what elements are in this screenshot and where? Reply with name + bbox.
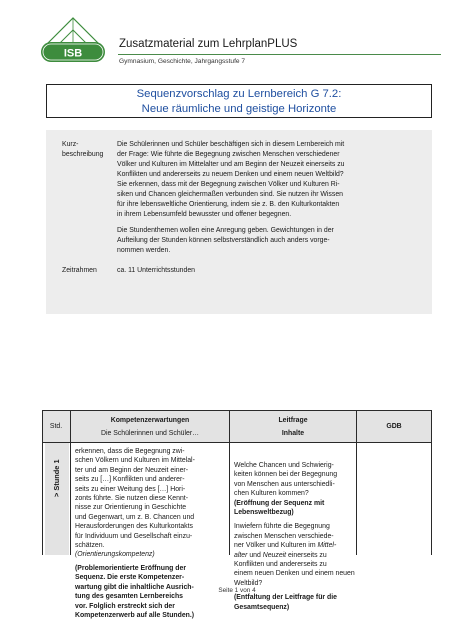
text-line: nommen werden. [117, 247, 171, 254]
kompetenz-note: (Orientierungskompetenz) [75, 551, 155, 559]
text-line: seits zu einer Weitung des […] Hori- [75, 485, 186, 493]
text-line: ner Völker und Kulturen im Mittel- [234, 542, 337, 550]
text-line: tung des gesamten Lernbereichs [75, 593, 183, 601]
text-line: zwischen Menschen verschiede- [234, 532, 334, 540]
text-line: Konflikten und andererseits zu neuem Denken und einem neuen Weltbild? [117, 171, 344, 178]
text-line: Aufteilung der Stunden können selbstverständlich auch anders vorge- [117, 237, 330, 244]
header-subtitle: Gymnasium, Geschichte, Jahrgangsstufe 7 [119, 58, 246, 65]
text-line: Inwiefern führte die Begegnung [234, 523, 330, 531]
text-line: Völker und Kulturen im Mittelalter und am Beginn der Neuzeit einerseits zu [117, 161, 345, 168]
zeitrahmen-label: Zeitrahmen [62, 267, 97, 274]
summary-box [46, 130, 432, 314]
text-line: zonts führte. Sie nutzen diese Kennt- [75, 495, 188, 503]
text-line: nisse zur Orientierung in Geschichte [75, 504, 187, 512]
text-line: Lebensweltbezug) [234, 509, 294, 517]
text-line: wartung gibt die inhaltliche Ausrich- [75, 583, 194, 591]
text-line: seits zu […] Konflikten und anderer- [75, 476, 185, 484]
text-line: erkennen, dass die Begegnung zwi- [75, 448, 185, 455]
text-line: für Individuum und Gesellschaft einzu- [75, 532, 193, 540]
text-line: und Gegenwart, um z. B. Chancen und [75, 513, 195, 521]
text-line: ter und am Beginn der Neuzeit einer- [75, 466, 188, 474]
text-line: Weltbild? [234, 579, 263, 587]
text-line: Sequenz. Die erste Kompetenzer- [75, 574, 185, 582]
text-line: schen Völkern und Kulturen im Mittelal- [75, 457, 195, 465]
zeitrahmen-value: ca. 11 Unterrichtsstunden [117, 267, 196, 274]
text-line: von Menschen aus unterschiedli- [234, 480, 335, 488]
text-line: Die Schülerinnen und Schüler beschäftigen sich in diesem Lernbereich mit [117, 141, 345, 148]
text-line: Sie erkennen, dass mit der Begegnung zwischen Völker und Kulturen Ri- [117, 181, 340, 188]
col-header-kompetenz-sub: Die Schülerinnen und Schüler… [100, 430, 200, 437]
text-line: (Problemorientierte Eröffnung der [75, 564, 187, 572]
text-line: Gesamtsequenz) [234, 603, 290, 611]
text-line: Die Stundenthemen wollen eine Anregung geben. Gewichtungen in der [117, 227, 334, 234]
text-line: Welche Chancen und Schwierig- [234, 462, 334, 469]
col-header-kompetenz: Kompetenzerwartungen [110, 417, 190, 424]
text-line: Konflikten und andererseits zu [234, 561, 327, 569]
col-header-std: Std. [49, 423, 63, 430]
header-divider [118, 54, 441, 55]
col-header-leitfrage: Leitfrage [278, 417, 308, 424]
text-line: siken und Chancen gleichermaßen verbunden sind. Sie nutzen ihr Wissen [117, 191, 343, 198]
text-line: in ihrem Lebensumfeld bewusster und offener begegnen. [117, 211, 292, 218]
text-line: Herausforderungen des Kulturkontakts [75, 523, 193, 531]
table-header-divider [42, 442, 432, 443]
page-footer: Seite 1 von 4 [218, 587, 256, 594]
text-line: für ihre lebensweltliche Orientierung, indem sie z. B. den Kulturkontakten [117, 201, 340, 208]
page-title-line-2: Neue räumliche und geistige Horizonte [141, 102, 337, 115]
text-line: (Eröffnung der Sequenz mit [234, 499, 325, 507]
page-title-box [46, 84, 432, 118]
text-line: der Frage: Wie führte die Begegnung zwischen Menschen verschiedener [117, 151, 340, 158]
table-border-right [431, 410, 432, 555]
isb-logo [33, 16, 113, 68]
kurzbeschreibung-label-2: beschreibung [62, 151, 104, 158]
text-line: alter und Neuzeit einerseits zu [234, 551, 327, 559]
page-title-line-1: Sequenzvorschlag zu Lernbereich G 7.2: [136, 88, 342, 100]
text-line: keiten können bei der Begegnung [234, 471, 338, 479]
stunde-1-label: > Stunde 1 [52, 459, 61, 497]
kurzbeschreibung-label-1: Kurz- [62, 141, 79, 148]
kurzbeschreibung-text [117, 140, 417, 220]
table-border-top [42, 410, 432, 411]
text-line: schätzen. [75, 542, 105, 550]
col-header-gdb: GDB [386, 423, 402, 430]
text-line: Kompetenzerwerb auf alle Stunden.) [75, 611, 195, 619]
col-header-inhalte: Inhalte [281, 430, 305, 437]
text-line: einem neuen Denken und einem neuen [234, 570, 355, 578]
logo-text: ISB [63, 47, 83, 60]
text-line: (Entfaltung der Leitfrage für die [234, 594, 337, 602]
text-line: chen Kulturen kommen? [234, 490, 309, 498]
kompetenz-cell [75, 447, 227, 620]
stundenthemen-text [117, 226, 417, 256]
header-title: Zusatzmaterial zum LehrplanPLUS [119, 38, 298, 50]
text-line: vor. Folglich erstreckt sich der [75, 602, 175, 610]
